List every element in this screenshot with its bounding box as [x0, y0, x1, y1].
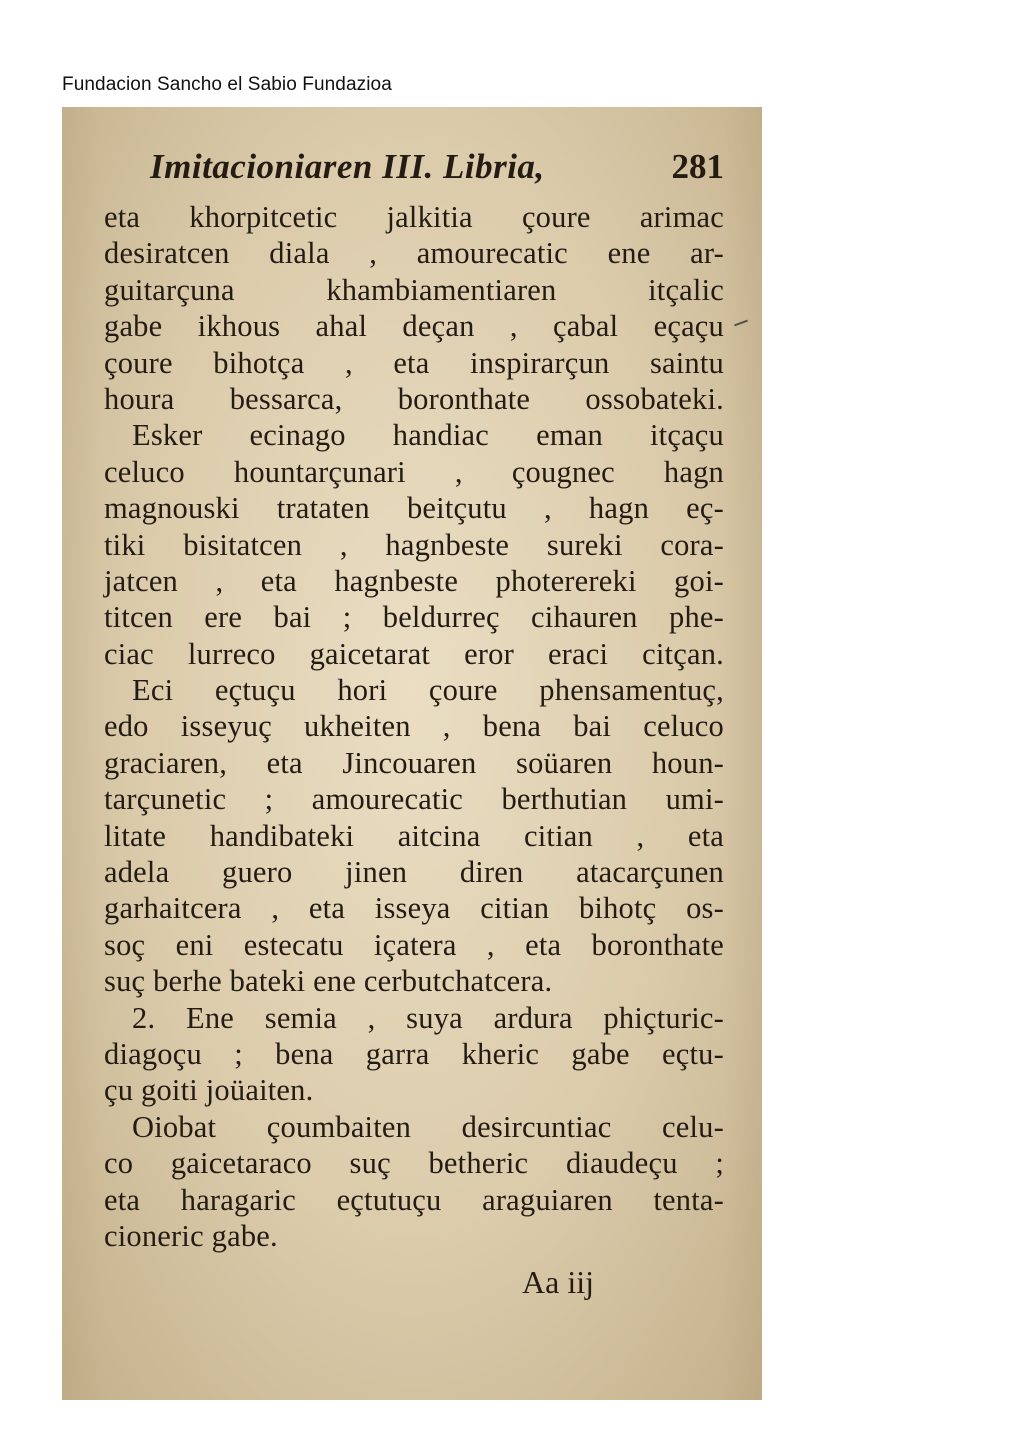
text-line: magnouski trataten beitçutu , hagn eç-: [104, 491, 724, 526]
text-line: edo isseyuç ukheiten , bena bai celuco: [104, 709, 724, 744]
text-line: graciaren, eta Jincouaren soüaren houn-: [104, 745, 724, 780]
text-line: celuco hountarçunari , çougnec hagn: [104, 454, 724, 489]
running-head: [104, 147, 724, 199]
text-line: adela guero jinen diren atacarçunen: [104, 855, 724, 890]
text-line: ciac lurreco gaicetarat eror eraci citçan.: [104, 636, 724, 671]
text-line: soç eni estecatu içatera , eta boronthate: [104, 927, 724, 962]
text-line: houra bessarca, boronthate ossobateki.: [104, 381, 724, 416]
text-line: jatcen , eta hagnbeste photerereki goi-: [104, 563, 724, 598]
text-line: 2. Ene semia , suya ardura phiçturic-: [132, 1000, 724, 1035]
text-line: garhaitcera , eta isseya citian bihotç os-: [104, 891, 724, 926]
page-number: 281: [671, 147, 724, 186]
text-line: co gaicetaraco suç betheric diaudeçu ;: [104, 1146, 724, 1181]
text-line: titcen ere bai ; beldurreç cihauren phe-: [104, 600, 724, 635]
text-line: desiratcen diala , amourecatic ene ar-: [104, 236, 724, 271]
signature-mark-row: [104, 1264, 724, 1301]
signature-mark: Aa iij: [522, 1264, 594, 1301]
text-line: guitarçuna khambiamentiaren itçalic: [104, 272, 724, 307]
margin-mark: [734, 320, 748, 327]
page-text-block: [104, 147, 724, 1301]
text-line: tiki bisitatcen , hagnbeste sureki cora-: [104, 527, 724, 562]
text-line: çoure bihotça , eta inspirarçun saintu: [104, 345, 724, 380]
scanned-book-page: [62, 107, 762, 1400]
text-line: tarçunetic ; amourecatic berthutian umi-: [104, 782, 724, 817]
text-line: litate handibateki aitcina citian , eta: [104, 818, 724, 853]
text-line: eta haragaric eçtutuçu araguiaren tenta-: [104, 1182, 724, 1217]
text-line: cioneric gabe.: [104, 1218, 278, 1253]
text-line: Esker ecinago handiac eman itçaçu: [132, 418, 724, 453]
text-line: çu goiti joüaiten.: [104, 1073, 314, 1108]
archive-header-label: Fundacion Sancho el Sabio Fundazioa: [62, 74, 392, 95]
running-title: Imitacioniaren III. Libria,: [150, 147, 545, 186]
text-line: eta khorpitcetic jalkitia çoure arimac: [104, 200, 724, 234]
text-line: Eci eçtuçu hori çoure phensamentuç,: [132, 673, 724, 708]
text-line: diagoçu ; bena garra kheric gabe eçtu-: [104, 1036, 724, 1071]
text-line: gabe ikhous ahal deçan , çabal eçaçu: [104, 309, 724, 344]
text-body: [104, 199, 724, 1254]
text-line: Oiobat çoumbaiten desircuntiac celu-: [132, 1109, 724, 1144]
text-line: suç berhe bateki ene cerbutchatcera.: [104, 964, 553, 999]
